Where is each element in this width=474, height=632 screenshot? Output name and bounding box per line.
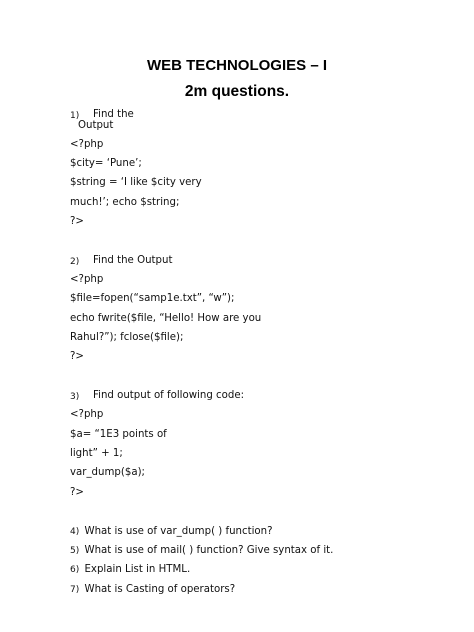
- question-2-number: 2): [70, 257, 80, 267]
- code-line: <?php: [70, 274, 104, 285]
- document-subtitle: 2m questions.: [184, 83, 290, 100]
- document-title: WEB TECHNOLOGIES – I: [146, 57, 327, 74]
- short-question-4: 4) What is use of var_dump( ) function?: [70, 526, 273, 537]
- question-3-number: 3): [70, 392, 80, 402]
- code-line: $string = ‘I like $city very: [70, 177, 202, 188]
- code-line: ?>: [70, 487, 84, 498]
- code-line: var_dump($a);: [70, 467, 145, 478]
- code-line: Rahul?”); fclose($file);: [70, 332, 184, 343]
- code-line: <?php: [70, 409, 104, 420]
- question-1-label-line1: Find the: [93, 109, 134, 120]
- short-question-5: 5) What is use of mail( ) function? Give syntax of it.: [70, 545, 334, 556]
- question-3-label: Find output of following code:: [93, 390, 245, 401]
- code-line: ?>: [70, 216, 84, 227]
- code-line: $file=fopen(“samp1e.txt”, “w”);: [70, 293, 235, 304]
- question-2-label: Find the Output: [93, 255, 173, 266]
- code-line: light” + 1;: [70, 448, 123, 459]
- code-line: echo fwrite($file, “Hello! How are you: [70, 313, 262, 324]
- short-question-6: 6) Explain List in HTML.: [70, 564, 191, 575]
- code-line: $city= ‘Pune’;: [70, 158, 142, 169]
- question-1-label-line2: Output: [78, 120, 114, 131]
- code-line: $a= “1E3 points of: [70, 429, 167, 440]
- code-line: ?>: [70, 351, 84, 362]
- question-1-number: 1): [70, 111, 80, 121]
- short-question-7: 7) What is Casting of operators?: [70, 584, 236, 595]
- code-line: <?php: [70, 139, 104, 150]
- code-line: much!’; echo $string;: [70, 197, 180, 208]
